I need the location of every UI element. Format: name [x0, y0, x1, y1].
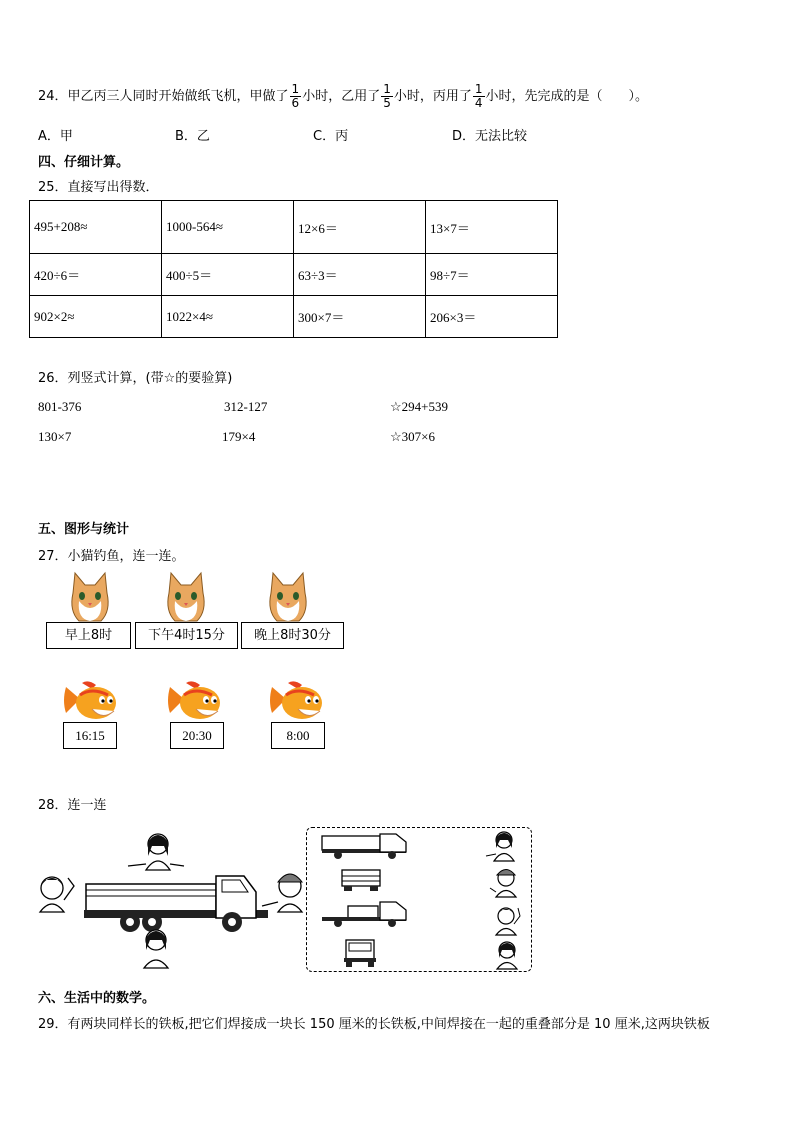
truck-side-view-icon[interactable] [320, 898, 408, 930]
q26-item: 179×4 [222, 429, 256, 444]
fish-time-label[interactable]: 16:15 [63, 722, 117, 749]
table-cell: 1022×4≈ [162, 296, 294, 338]
boy-with-cap-icon [262, 874, 302, 912]
girl-icon [144, 930, 168, 968]
cat-icon [265, 571, 311, 623]
q26-item: 130×7 [38, 429, 72, 444]
table-cell: 206×3＝ [426, 296, 558, 338]
fish-icon [268, 679, 326, 725]
fraction-1-6: $\frac{1}{6}$ [291, 82, 300, 110]
q28-title: 28．连一连 [38, 798, 107, 813]
q29-question: 29．有两块同样长的铁板,把它们焊接成一块长 150 厘米的长铁板,中间焊接在一起的重叠部分是 10 厘米,这两块铁板 [38, 1017, 710, 1032]
q24-option-d[interactable]: D．无法比较 [452, 129, 528, 144]
cat-icon [67, 571, 113, 623]
table-cell: 420÷6＝ [30, 254, 162, 296]
q26-item: 312-127 [224, 399, 268, 414]
fish-icon [166, 679, 224, 725]
q26-title: 26．列竖式计算，(带☆的要验算) [38, 371, 233, 386]
fish-icon [62, 679, 120, 725]
table-cell: 13×7＝ [426, 201, 558, 254]
q24-option-c[interactable]: C．丙 [313, 129, 349, 144]
truck-rear-view-icon[interactable] [340, 868, 382, 892]
fish-time-label[interactable]: 8:00 [271, 722, 325, 749]
cat-time-label[interactable]: 早上8时 [46, 622, 131, 649]
q24-option-b[interactable]: B．乙 [175, 129, 210, 144]
fraction-1-5: $\frac{1}{5}$ [383, 82, 391, 110]
fish-time-label[interactable]: 20:30 [170, 722, 224, 749]
fraction-1-4: $\frac{1}{4}$ [474, 82, 483, 110]
section-heading-4: 四、仔细计算。 [38, 155, 130, 170]
truck-front-view-icon[interactable] [342, 938, 378, 968]
boy-icon[interactable] [490, 902, 522, 936]
table-cell: 1000-564≈ [162, 201, 294, 254]
table-cell: 400÷5＝ [162, 254, 294, 296]
q24-question: 24．甲乙丙三人同时开始做纸飞机，甲做了 $\frac{1}{6}$ 小时，乙用了 $\frac{1}{5}$ 小时，丙用了 $\frac{1}{4}$ 小时，先完成的是（ ）。 [38, 82, 649, 110]
truck-icon [84, 876, 268, 932]
table-cell: 495+208≈ [30, 201, 162, 254]
section-heading-6: 六、生活中的数学。 [38, 991, 156, 1006]
cat-time-label[interactable]: 晚上8时30分 [241, 622, 344, 649]
q26-item: ☆294+539 [390, 399, 448, 414]
truck-scene-illustration [34, 826, 310, 972]
boy-icon [40, 877, 74, 912]
girl-icon[interactable] [492, 938, 522, 970]
q25-title: 25．直接写出得数． [38, 180, 159, 195]
table-cell: 300×7＝ [294, 296, 426, 338]
table-cell: 12×6＝ [294, 201, 426, 254]
q24-option-a[interactable]: A．甲 [38, 129, 73, 144]
q26-item: 801-376 [38, 399, 82, 414]
table-cell: 98÷7＝ [426, 254, 558, 296]
q26-item: ☆307×6 [390, 429, 435, 444]
q25-table [29, 200, 558, 338]
table-cell: 63÷3＝ [294, 254, 426, 296]
girl-icon[interactable] [484, 828, 520, 862]
q27-title: 27．小猫钓鱼，连一连。 [38, 549, 185, 564]
table-cell: 902×2≈ [30, 296, 162, 338]
boy-with-cap-icon[interactable] [488, 864, 522, 898]
cat-icon [163, 571, 209, 623]
section-heading-5: 五、图形与统计 [38, 522, 130, 537]
cat-time-label[interactable]: 下午4时15分 [135, 622, 238, 649]
truck-side-view-icon[interactable] [320, 830, 408, 860]
girl-icon [128, 834, 184, 870]
